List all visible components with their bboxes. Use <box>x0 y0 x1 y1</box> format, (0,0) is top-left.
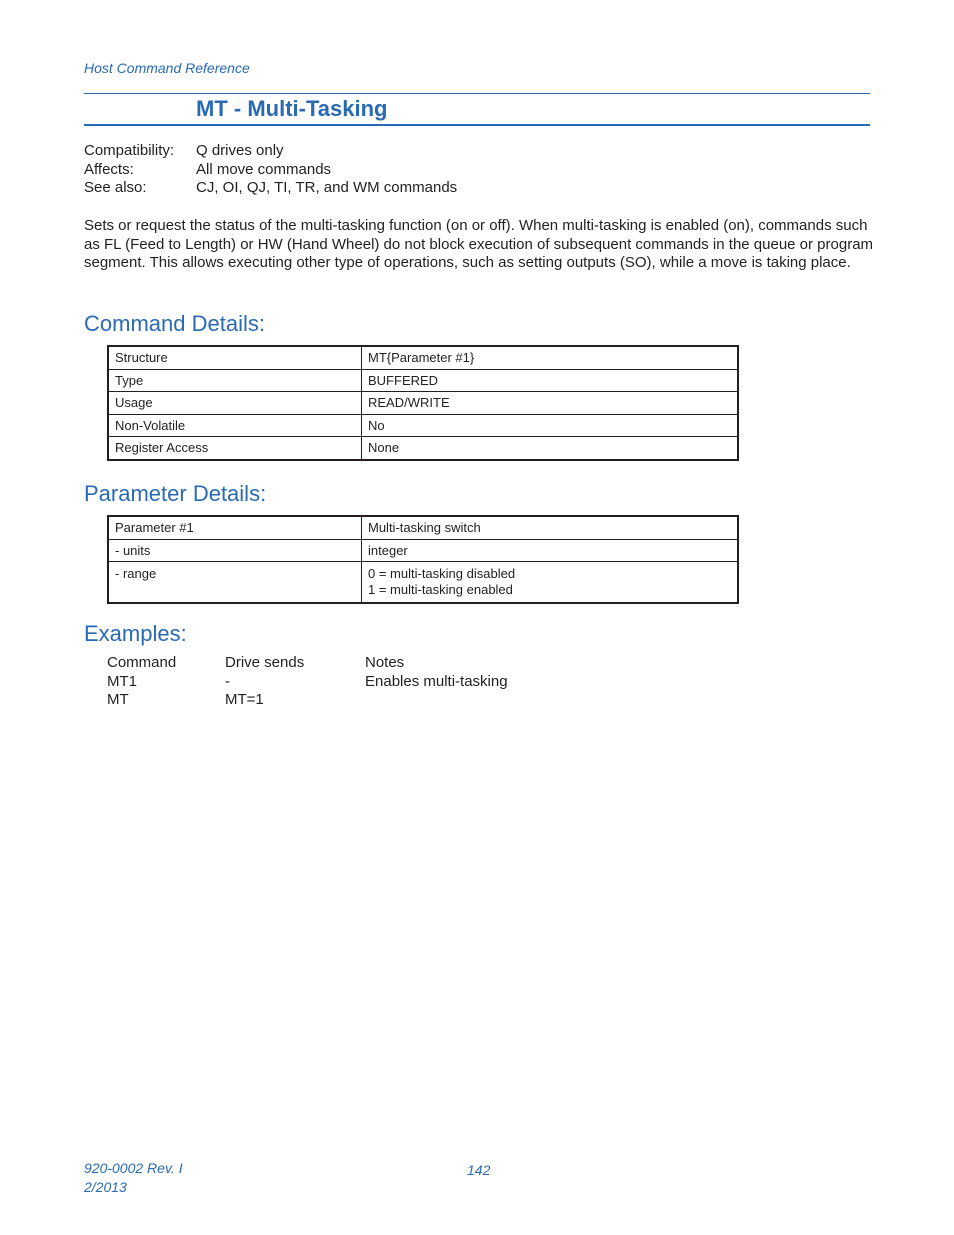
example-cell: Command <box>107 654 177 671</box>
table-cell: BUFFERED <box>362 369 739 392</box>
page-title: MT - Multi-Tasking <box>196 96 388 121</box>
example-cell: Enables multi-tasking <box>365 672 508 690</box>
table-cell: Register Access <box>108 437 362 460</box>
table-cell: Non-Volatile <box>108 414 362 437</box>
example-cell: MT1 <box>107 672 137 690</box>
meta-row <box>84 142 457 161</box>
table-cell: READ/WRITE <box>362 392 739 415</box>
command-details-heading: Command Details: <box>84 311 265 336</box>
parameter-details-heading: Parameter Details: <box>84 481 267 506</box>
meta-value: All move commands <box>196 160 332 178</box>
table-cell: Parameter #1 <box>108 516 362 539</box>
table-row <box>108 562 738 604</box>
range-line: 0 = multi-tasking disabled <box>368 566 516 581</box>
table-cell: None <box>362 437 739 460</box>
example-cell: - <box>225 672 230 690</box>
example-cell: MT <box>107 691 129 708</box>
examples-heading: Examples: <box>84 621 187 646</box>
table-row <box>108 414 738 437</box>
example-row <box>107 673 508 692</box>
table-row <box>108 437 738 460</box>
table-cell: Usage <box>108 392 362 415</box>
parameter-details-table <box>107 515 739 604</box>
table-cell: Type <box>108 369 362 392</box>
table-cell: MT{Parameter #1} <box>362 346 739 369</box>
example-cell: MT=1 <box>225 691 264 708</box>
command-details-table <box>107 345 739 461</box>
meta-key: Affects: <box>84 160 134 178</box>
doc-date: 2/2013 <box>84 1179 127 1195</box>
table-cell: Structure <box>108 346 362 369</box>
meta-value: CJ, OI, QJ, TI, TR, and WM commands <box>196 179 458 196</box>
table-cell: Multi-tasking switch <box>362 516 739 539</box>
table-row <box>108 369 738 392</box>
meta-block <box>84 142 457 198</box>
example-cell: Drive sends <box>225 654 305 671</box>
table-cell: - units <box>108 539 362 562</box>
meta-row <box>84 179 457 198</box>
page-number: 142 <box>467 1162 491 1178</box>
table-row <box>108 392 738 415</box>
table-row <box>108 539 738 562</box>
meta-key: See also: <box>84 179 147 196</box>
footer-left <box>84 1159 183 1197</box>
example-cell: Notes <box>365 654 405 671</box>
running-head: Host Command Reference <box>84 60 250 76</box>
table-cell <box>362 562 739 604</box>
table-cell: - range <box>108 562 362 604</box>
table-cell: No <box>362 414 739 437</box>
meta-value: Q drives only <box>196 142 284 159</box>
title-bar <box>84 93 870 126</box>
table-row <box>108 516 738 539</box>
meta-row <box>84 161 457 180</box>
table-cell: integer <box>362 539 739 562</box>
description: Sets or request the status of the multi-tasking function (on or off). When multi-tasking is enabled (on), commands such as FL (Feed to Length) or HW (Hand Wheel) do not block execution of subsequent commands in the queue or program segment. This allows executing other type of operations, such as setting outputs (SO), while a move is taking place. <box>84 217 874 272</box>
examples-block <box>107 654 508 710</box>
doc-number: 920-0002 Rev. I <box>84 1160 183 1176</box>
example-row <box>107 654 508 673</box>
table-row <box>108 346 738 369</box>
meta-key: Compatibility: <box>84 142 175 159</box>
example-row <box>107 691 508 710</box>
range-line: 1 = multi-tasking enabled <box>368 582 513 597</box>
